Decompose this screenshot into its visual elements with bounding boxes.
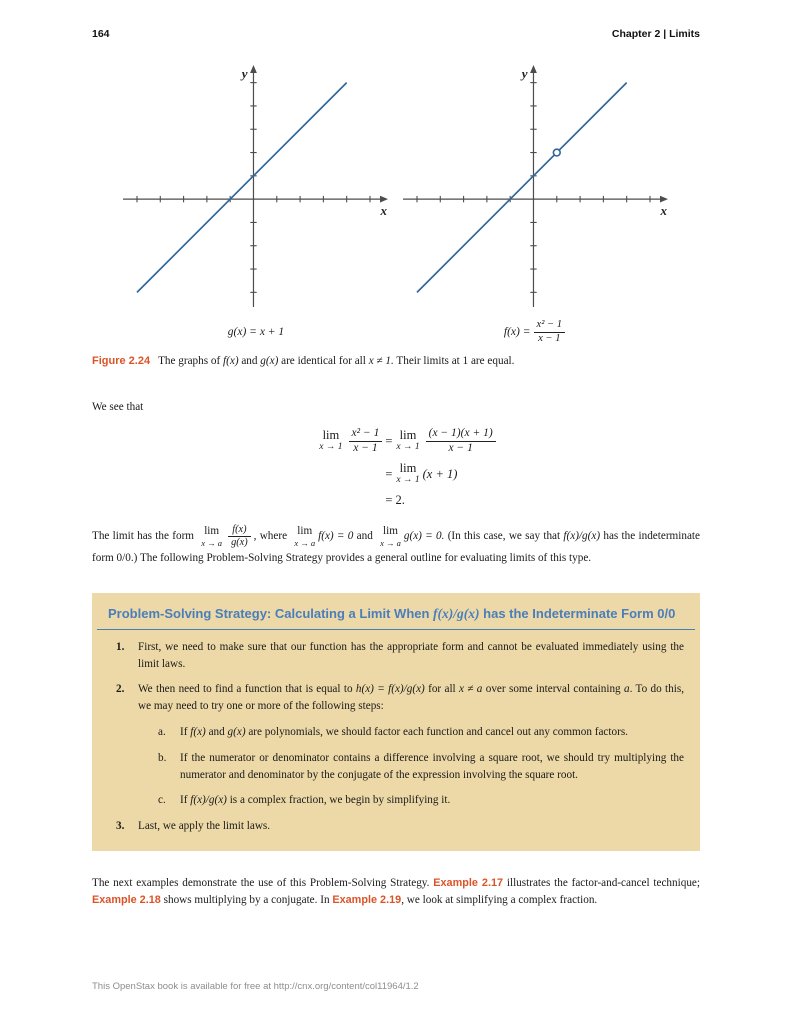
- text-segment: and: [205, 726, 228, 739]
- list-marker: 2.: [116, 683, 125, 696]
- strategy-subitem-c: [108, 792, 684, 809]
- text-segment: f(x)/g(x): [563, 530, 601, 543]
- paragraph-next-examples: [92, 875, 700, 910]
- text-segment: , we look at simplifying a complex fraction.: [401, 894, 598, 907]
- limit-operator: lim x → 1: [319, 428, 343, 453]
- text-segment: a: [624, 683, 630, 696]
- text-segment: has the indeterminate form 0/0.) The following Problem-Solving Strategy provides a general outline for evaluating limits of this type.: [92, 530, 701, 564]
- text-segment: are identical for all: [278, 355, 369, 367]
- list-marker: c.: [158, 794, 166, 807]
- text-segment: , where: [253, 530, 291, 543]
- text-segment: has the Indeterminate Form 0/0: [479, 605, 676, 621]
- strategy-title: [108, 606, 684, 622]
- example-link[interactable]: Example 2.17: [433, 877, 504, 890]
- equation-rhs: [385, 493, 405, 508]
- strategy-item-1: [108, 639, 684, 673]
- strategy-item-2: [108, 681, 684, 715]
- strategy-subitem-b: [108, 750, 684, 784]
- list-marker: a.: [158, 726, 166, 739]
- text-segment: f(x)/g(x): [433, 605, 480, 621]
- limit-operator: lim x → 1: [396, 461, 420, 486]
- y-axis-label: y: [521, 66, 528, 81]
- graph-block-f: [403, 64, 669, 345]
- graph-g: [123, 64, 389, 307]
- graph-g-caption: [228, 319, 284, 345]
- page-header: [92, 28, 700, 40]
- limit-operator: lim x → a: [294, 525, 316, 548]
- text-segment: h(x) = f(x)/g(x): [355, 683, 425, 696]
- limit-operator: lim x → a: [380, 525, 401, 548]
- text-segment: Their limits at 1 are equal.: [393, 355, 515, 367]
- text-segment: If: [180, 726, 191, 739]
- example-link[interactable]: Example 2.19: [332, 894, 402, 907]
- fraction: $\frac{\text{x² − 1}}{x - 1}$: [349, 427, 383, 455]
- fraction: $\frac{f(x)}{g(x)}$: [228, 524, 251, 549]
- list-item-text: [180, 750, 684, 784]
- figure-graphs: [92, 64, 700, 345]
- list-item-text: [138, 639, 684, 673]
- text-segment: f(x) = 0: [318, 530, 354, 543]
- equation-row: [293, 493, 498, 508]
- figure-label: Figure 2.24: [92, 355, 151, 367]
- text-segment: f(x) =: [503, 326, 531, 338]
- text-segment: (x + 1): [422, 466, 458, 481]
- text-segment: =: [385, 466, 393, 481]
- strategy-title-rule: [97, 629, 695, 630]
- equation-row: [293, 427, 498, 455]
- graph-f-caption: [504, 319, 568, 345]
- list-item-text: [138, 818, 684, 835]
- footer-note: This OpenStax book is available for free at http://cnx.org/content/col11964/1.2: [92, 981, 419, 992]
- text-segment: illustrates the factor-and-cancel technique;: [503, 877, 700, 890]
- paragraph-limit-form: [92, 524, 700, 567]
- fraction: $\frac{\text{x² − 1}}{x - 1}$: [534, 319, 566, 345]
- strategy-box: [92, 593, 700, 851]
- list-marker: 3.: [116, 820, 125, 833]
- equation-block: [293, 427, 498, 508]
- x-axis-label: x: [380, 203, 387, 219]
- text-segment: and: [353, 530, 377, 543]
- strategy-subitem-a: [108, 724, 684, 741]
- graph-f: [403, 64, 669, 307]
- text-segment: f(x): [223, 355, 239, 367]
- text-segment: for all: [424, 683, 460, 696]
- text-segment: . To do this, we may need to try one or more of the following steps:: [138, 683, 684, 713]
- text-segment: First, we need to make sure that our function has the appropriate form and cannot be evaluated immediately using the limit laws.: [138, 640, 684, 670]
- figure-caption: [92, 355, 700, 367]
- example-link[interactable]: Example 2.18: [92, 894, 161, 907]
- text-segment: (In this case, we say that: [444, 530, 564, 543]
- text-segment: g(x): [260, 355, 279, 367]
- lead-text: We see that: [92, 401, 144, 413]
- text-segment: f(x)/g(x): [190, 794, 227, 807]
- equation-rhs: [385, 427, 498, 455]
- page-number: 164: [92, 28, 110, 40]
- list-marker: 1.: [116, 640, 125, 653]
- text-segment: The limit has the form: [92, 530, 198, 543]
- equation-lhs: [293, 427, 385, 455]
- text-segment: g(x): [227, 726, 246, 739]
- text-segment: shows multiplying by a conjugate. In: [160, 894, 333, 907]
- text-segment: x ≠ a: [459, 683, 483, 696]
- strategy-item-3: [108, 818, 684, 835]
- text-segment: over some interval containing: [482, 683, 624, 696]
- limit-operator: lim x → 1: [396, 428, 420, 453]
- chapter-title: Chapter 2 | Limits: [611, 28, 700, 40]
- text-segment: x ≠ 1.: [368, 355, 394, 367]
- list-item-text: [180, 792, 684, 809]
- text-segment: and: [238, 355, 261, 367]
- list-item-text: [180, 724, 684, 741]
- equation-row: [293, 462, 498, 486]
- text-segment: = 2.: [385, 493, 405, 508]
- limit-operator: lim x → a: [201, 525, 223, 548]
- text-segment: If: [180, 794, 191, 807]
- text-segment: g(x) = x + 1: [227, 326, 285, 338]
- text-segment: is a complex fraction, we begin by simplifying it.: [226, 794, 451, 807]
- text-segment: f(x): [190, 726, 206, 739]
- equation-rhs: [385, 462, 457, 486]
- x-axis-label: x: [660, 203, 667, 219]
- fraction: $\frac{(x - 1)(x + 1)}{x - 1}$: [426, 427, 496, 455]
- text-segment: =: [385, 433, 393, 448]
- text-segment: The next examples demonstrate the use of this Problem-Solving Strategy.: [92, 877, 434, 890]
- text-segment: The graphs of: [158, 355, 224, 367]
- text-segment: Problem-Solving Strategy: Calculating a Limit When: [108, 605, 434, 621]
- text-segment: Last, we apply the limit laws.: [138, 820, 271, 833]
- text-segment: We then need to find a function that is equal to: [138, 683, 356, 696]
- list-item-text: [138, 681, 684, 715]
- text-segment: are polynomials, we should factor each function and cancel out any common factors.: [245, 726, 628, 739]
- list-marker: b.: [158, 751, 167, 764]
- text-segment: g(x) = 0.: [403, 530, 445, 543]
- figure-caption-text: [158, 355, 514, 367]
- text-segment: If the numerator or denominator contains a difference involving a square root, we should try multiplying the numerator and denominator by the conjugate of the expression involving the square root.: [180, 751, 684, 781]
- y-axis-label: y: [241, 66, 248, 81]
- graph-block-g: [123, 64, 389, 345]
